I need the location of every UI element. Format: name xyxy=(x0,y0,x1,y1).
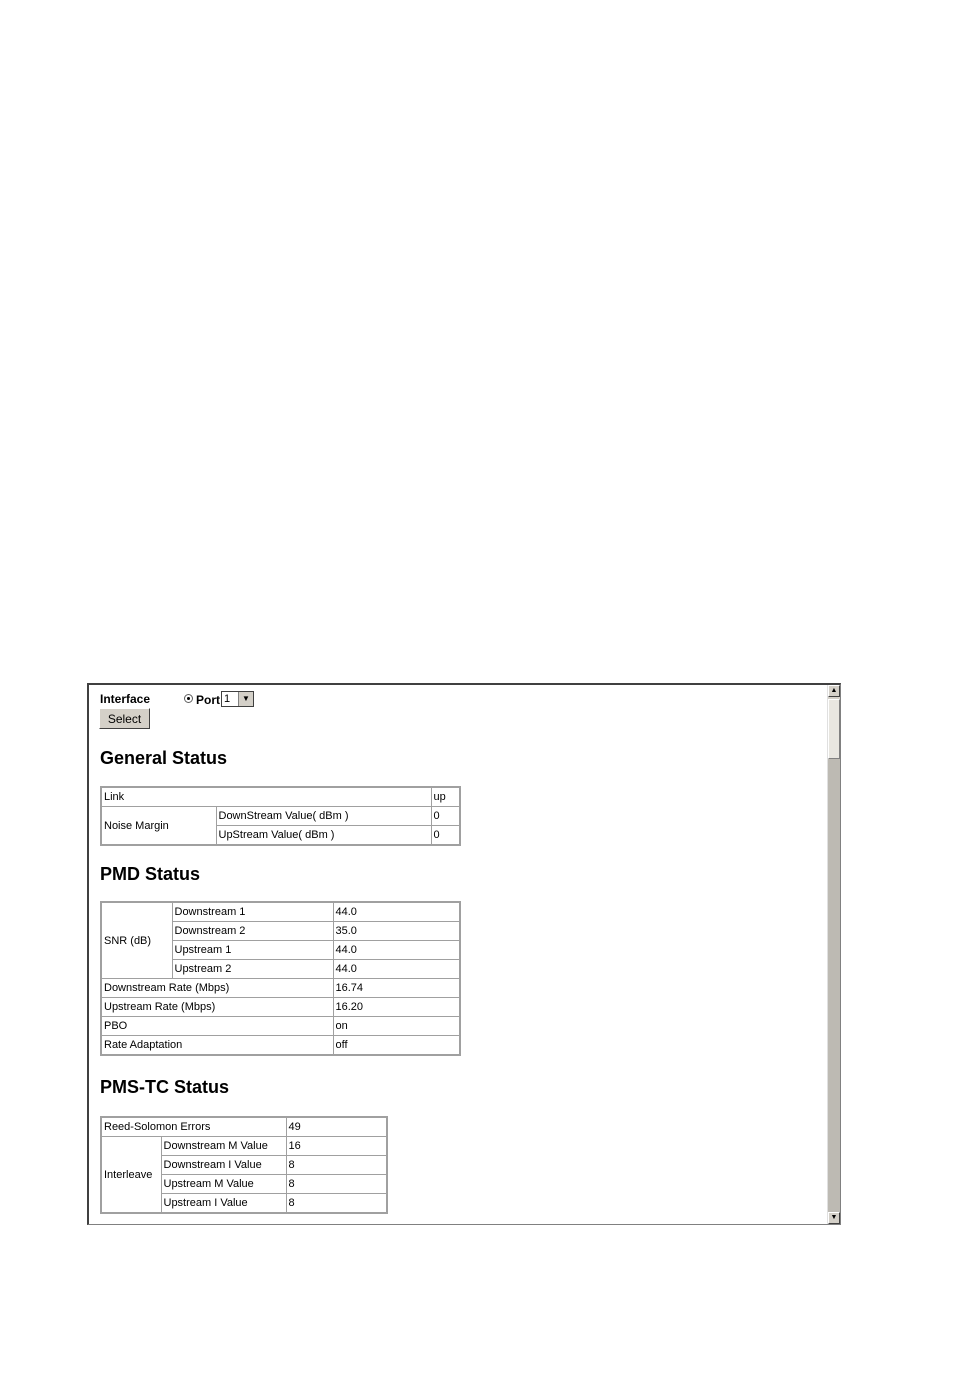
interleave-row-label: Downstream I Value xyxy=(161,1156,286,1175)
scrollbar-thumb[interactable] xyxy=(828,699,840,759)
downstream-value: 0 xyxy=(431,807,460,826)
select-button[interactable]: Select xyxy=(99,708,150,729)
pmd-row-label: Upstream Rate (Mbps) xyxy=(101,998,333,1017)
pmd-row-label: PBO xyxy=(101,1017,333,1036)
interleave-row-value: 8 xyxy=(286,1156,387,1175)
upstream-value-label: UpStream Value( dBm ) xyxy=(216,826,431,846)
table-row xyxy=(101,902,460,922)
page-content xyxy=(89,685,828,1224)
noise-margin-label: Noise Margin xyxy=(101,807,216,846)
table-row xyxy=(101,1036,460,1056)
pmstc-status-title: PMS-TC Status xyxy=(100,1077,230,1097)
snr-label: SNR (dB) xyxy=(101,902,172,979)
table-row xyxy=(101,1017,460,1036)
scroll-down-icon[interactable]: ▼ xyxy=(828,1212,840,1224)
port-select[interactable] xyxy=(221,691,254,707)
pmd-row-value: on xyxy=(333,1017,460,1036)
general-status-title: General Status xyxy=(100,748,228,768)
pmd-row-value: 16.20 xyxy=(333,998,460,1017)
link-value: up xyxy=(431,787,460,807)
pmd-row-label: Rate Adaptation xyxy=(101,1036,333,1056)
downstream-value-label: DownStream Value( dBm ) xyxy=(216,807,431,826)
port-select-value: 1 xyxy=(224,693,231,705)
table-row xyxy=(101,979,460,998)
interleave-row-value: 8 xyxy=(286,1194,387,1214)
interleave-label: Interleave xyxy=(101,1137,161,1214)
table-row xyxy=(101,1117,387,1137)
reed-solomon-label: Reed-Solomon Errors xyxy=(101,1117,286,1137)
browser-window xyxy=(87,683,841,1225)
interleave-row-value: 8 xyxy=(286,1175,387,1194)
snr-row-label: Downstream 2 xyxy=(172,922,333,941)
vertical-scrollbar[interactable] xyxy=(827,685,840,1224)
snr-row-label: Downstream 1 xyxy=(172,902,333,922)
pmd-status-table xyxy=(100,901,461,1056)
interleave-row-label: Upstream M Value xyxy=(161,1175,286,1194)
reed-solomon-value: 49 xyxy=(286,1117,387,1137)
interleave-row-label: Upstream I Value xyxy=(161,1194,286,1214)
snr-row-value: 35.0 xyxy=(333,922,460,941)
table-row xyxy=(101,998,460,1017)
chevron-down-icon[interactable]: ▼ xyxy=(238,692,253,706)
scroll-up-icon[interactable]: ▲ xyxy=(828,685,840,697)
pmd-row-value: 16.74 xyxy=(333,979,460,998)
pmd-row-value: off xyxy=(333,1036,460,1056)
snr-row-label: Upstream 1 xyxy=(172,941,333,960)
interleave-row-value: 16 xyxy=(286,1137,387,1156)
port-label: Port xyxy=(196,693,220,707)
pmd-row-label: Downstream Rate (Mbps) xyxy=(101,979,333,998)
upstream-value: 0 xyxy=(431,826,460,846)
table-row xyxy=(101,807,460,826)
snr-row-value: 44.0 xyxy=(333,960,460,979)
scrollbar-track[interactable] xyxy=(828,759,840,1212)
table-row xyxy=(101,787,460,807)
snr-row-value: 44.0 xyxy=(333,941,460,960)
port-radio-button[interactable] xyxy=(184,694,193,703)
interface-label: Interface xyxy=(100,692,151,706)
interleave-row-label: Downstream M Value xyxy=(161,1137,286,1156)
table-row xyxy=(101,1137,387,1156)
pmd-status-title: PMD Status xyxy=(100,864,201,884)
link-label: Link xyxy=(101,787,431,807)
pmstc-status-table xyxy=(100,1116,388,1214)
snr-row-label: Upstream 2 xyxy=(172,960,333,979)
snr-row-value: 44.0 xyxy=(333,902,460,922)
general-status-table xyxy=(100,786,461,846)
